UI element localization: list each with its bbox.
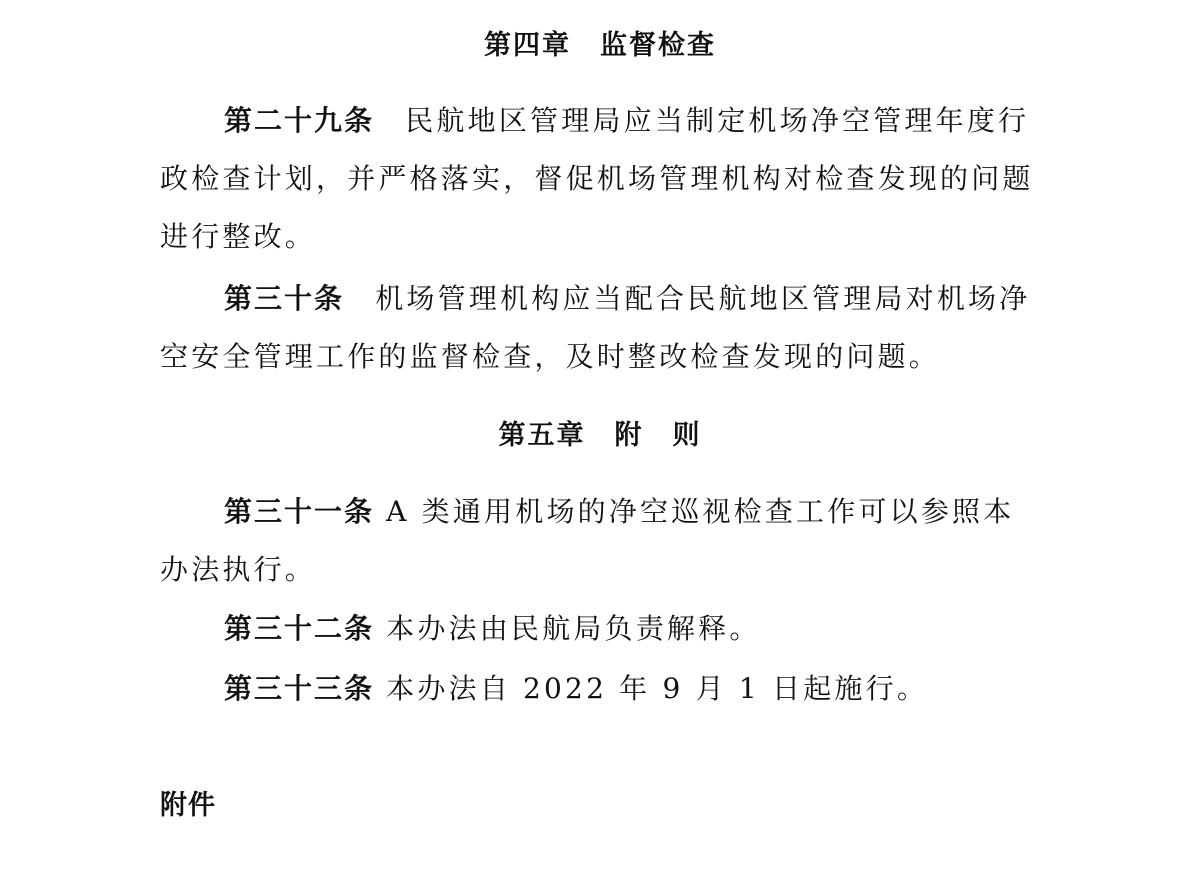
- article-29: [160, 92, 1060, 266]
- article-29-line-2: 政检查计划，并严格落实，督促机场管理机构对检查发现的问题: [160, 162, 1034, 195]
- article-30-number: 第三十条: [224, 282, 345, 315]
- article-31-number: 第三十一条: [224, 495, 375, 528]
- article-32-line-1: [160, 600, 1060, 658]
- article-33-number: 第三十三条: [224, 672, 375, 705]
- attachment-label: 附件: [160, 790, 216, 821]
- article-31-line-1: [160, 483, 1060, 541]
- article-31-text-1: A 类通用机场的净空巡视检查工作可以参照本: [386, 495, 1015, 528]
- article-32-text: 本办法由民航局负责解释。: [386, 612, 761, 645]
- article-30-line-2: 空安全管理工作的监督检查，及时整改检查发现的问题。: [160, 340, 941, 373]
- article-29-line-3: 进行整改。: [160, 220, 317, 253]
- article-30-text-1: 机场管理机构应当配合民航地区管理局对机场净: [375, 282, 1031, 315]
- article-32: [160, 600, 1060, 658]
- chapter-4-heading: 第四章 监督检查: [484, 30, 716, 61]
- article-33: [160, 660, 1060, 718]
- article-30: [160, 270, 1060, 386]
- article-30-line-1: [160, 270, 1060, 328]
- article-33-line-1: [160, 660, 1060, 718]
- article-31: [160, 483, 1060, 599]
- article-29-line-1: [160, 92, 1060, 150]
- chapter-5-heading: 第五章 附 则: [498, 420, 702, 451]
- article-32-number: 第三十二条: [224, 612, 375, 645]
- article-29-text-1: 民航地区管理局应当制定机场净空管理年度行: [405, 104, 1030, 137]
- article-29-number: 第二十九条: [224, 104, 375, 137]
- article-33-text: 本办法自 2022 年 9 月 1 日起施行。: [386, 672, 929, 705]
- article-31-line-2: 办法执行。: [160, 553, 317, 586]
